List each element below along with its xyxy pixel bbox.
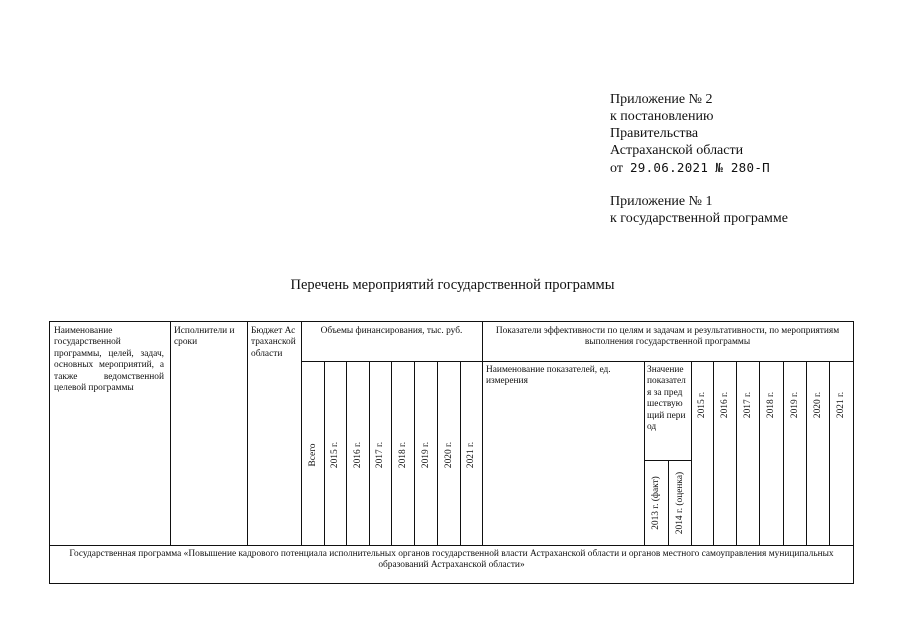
header-program-name: Наименование государственной программы, целей, задач, основных мероприятий, а также ведомственной целевой программы bbox=[54, 326, 164, 394]
indicator-year-label: 2020 г. bbox=[813, 391, 823, 419]
header-budget: Бюджет Астраханской области bbox=[251, 326, 296, 359]
appendix-line: к государственной программе bbox=[610, 211, 788, 226]
financing-year-label: 2016 г. bbox=[353, 441, 363, 469]
financing-year-label: 2015 г. bbox=[330, 441, 340, 469]
appendix-date-prefix: от bbox=[610, 161, 623, 176]
financing-year-label: Всего bbox=[308, 443, 318, 467]
appendix-line: к постановлению bbox=[610, 109, 714, 124]
appendix-number: № 280-П bbox=[715, 160, 770, 175]
appendix-line: Приложение № 1 bbox=[610, 194, 713, 209]
header-prev-value: Значение показателя за предшествующий период bbox=[647, 365, 686, 433]
prev-year-label: 2013 г. (факт) bbox=[651, 476, 661, 530]
financing-year-label: 2020 г. bbox=[444, 441, 454, 469]
indicator-year-label: 2015 г. bbox=[697, 391, 707, 419]
appendix-line: Приложение № 2 bbox=[610, 92, 713, 107]
appendix-line: Правительства bbox=[610, 126, 699, 141]
financing-year-label: 2019 г. bbox=[421, 441, 431, 469]
header-indicator-name: Наименование показателей, ед. измерения bbox=[486, 365, 611, 387]
prev-year-label: 2014 г. (оценка) bbox=[675, 471, 685, 535]
header-indicators: Показатели эффективности по целям и задачам и результативности, по мероприятиям выполнения государственной программы bbox=[495, 326, 840, 348]
financing-year-label: 2018 г. bbox=[398, 441, 408, 469]
indicator-year-label: 2016 г. bbox=[720, 391, 730, 419]
indicator-year-label: 2021 г. bbox=[836, 391, 846, 419]
financing-year-label: 2021 г. bbox=[466, 441, 476, 469]
program-row: Государственная программа «Повышение кадрового потенциала исполнительных органов государственной власти Астраханской области и органов местного самоуправления муниципальных образований Астраханской области» bbox=[69, 549, 834, 571]
appendix-date: 29.06.2021 bbox=[629, 160, 709, 175]
indicator-year-label: 2017 г. bbox=[743, 391, 753, 419]
financing-year-label: 2017 г. bbox=[375, 441, 385, 469]
header-executors: Исполнители и сроки bbox=[174, 326, 235, 348]
indicator-year-label: 2018 г. bbox=[766, 391, 776, 419]
document-title: Перечень мероприятий государственной программы bbox=[290, 277, 615, 293]
header-financing: Объемы финансирования, тыс. руб. bbox=[320, 326, 463, 336]
indicator-year-label: 2019 г. bbox=[790, 391, 800, 419]
appendix-line: Астраханской области bbox=[610, 143, 744, 158]
